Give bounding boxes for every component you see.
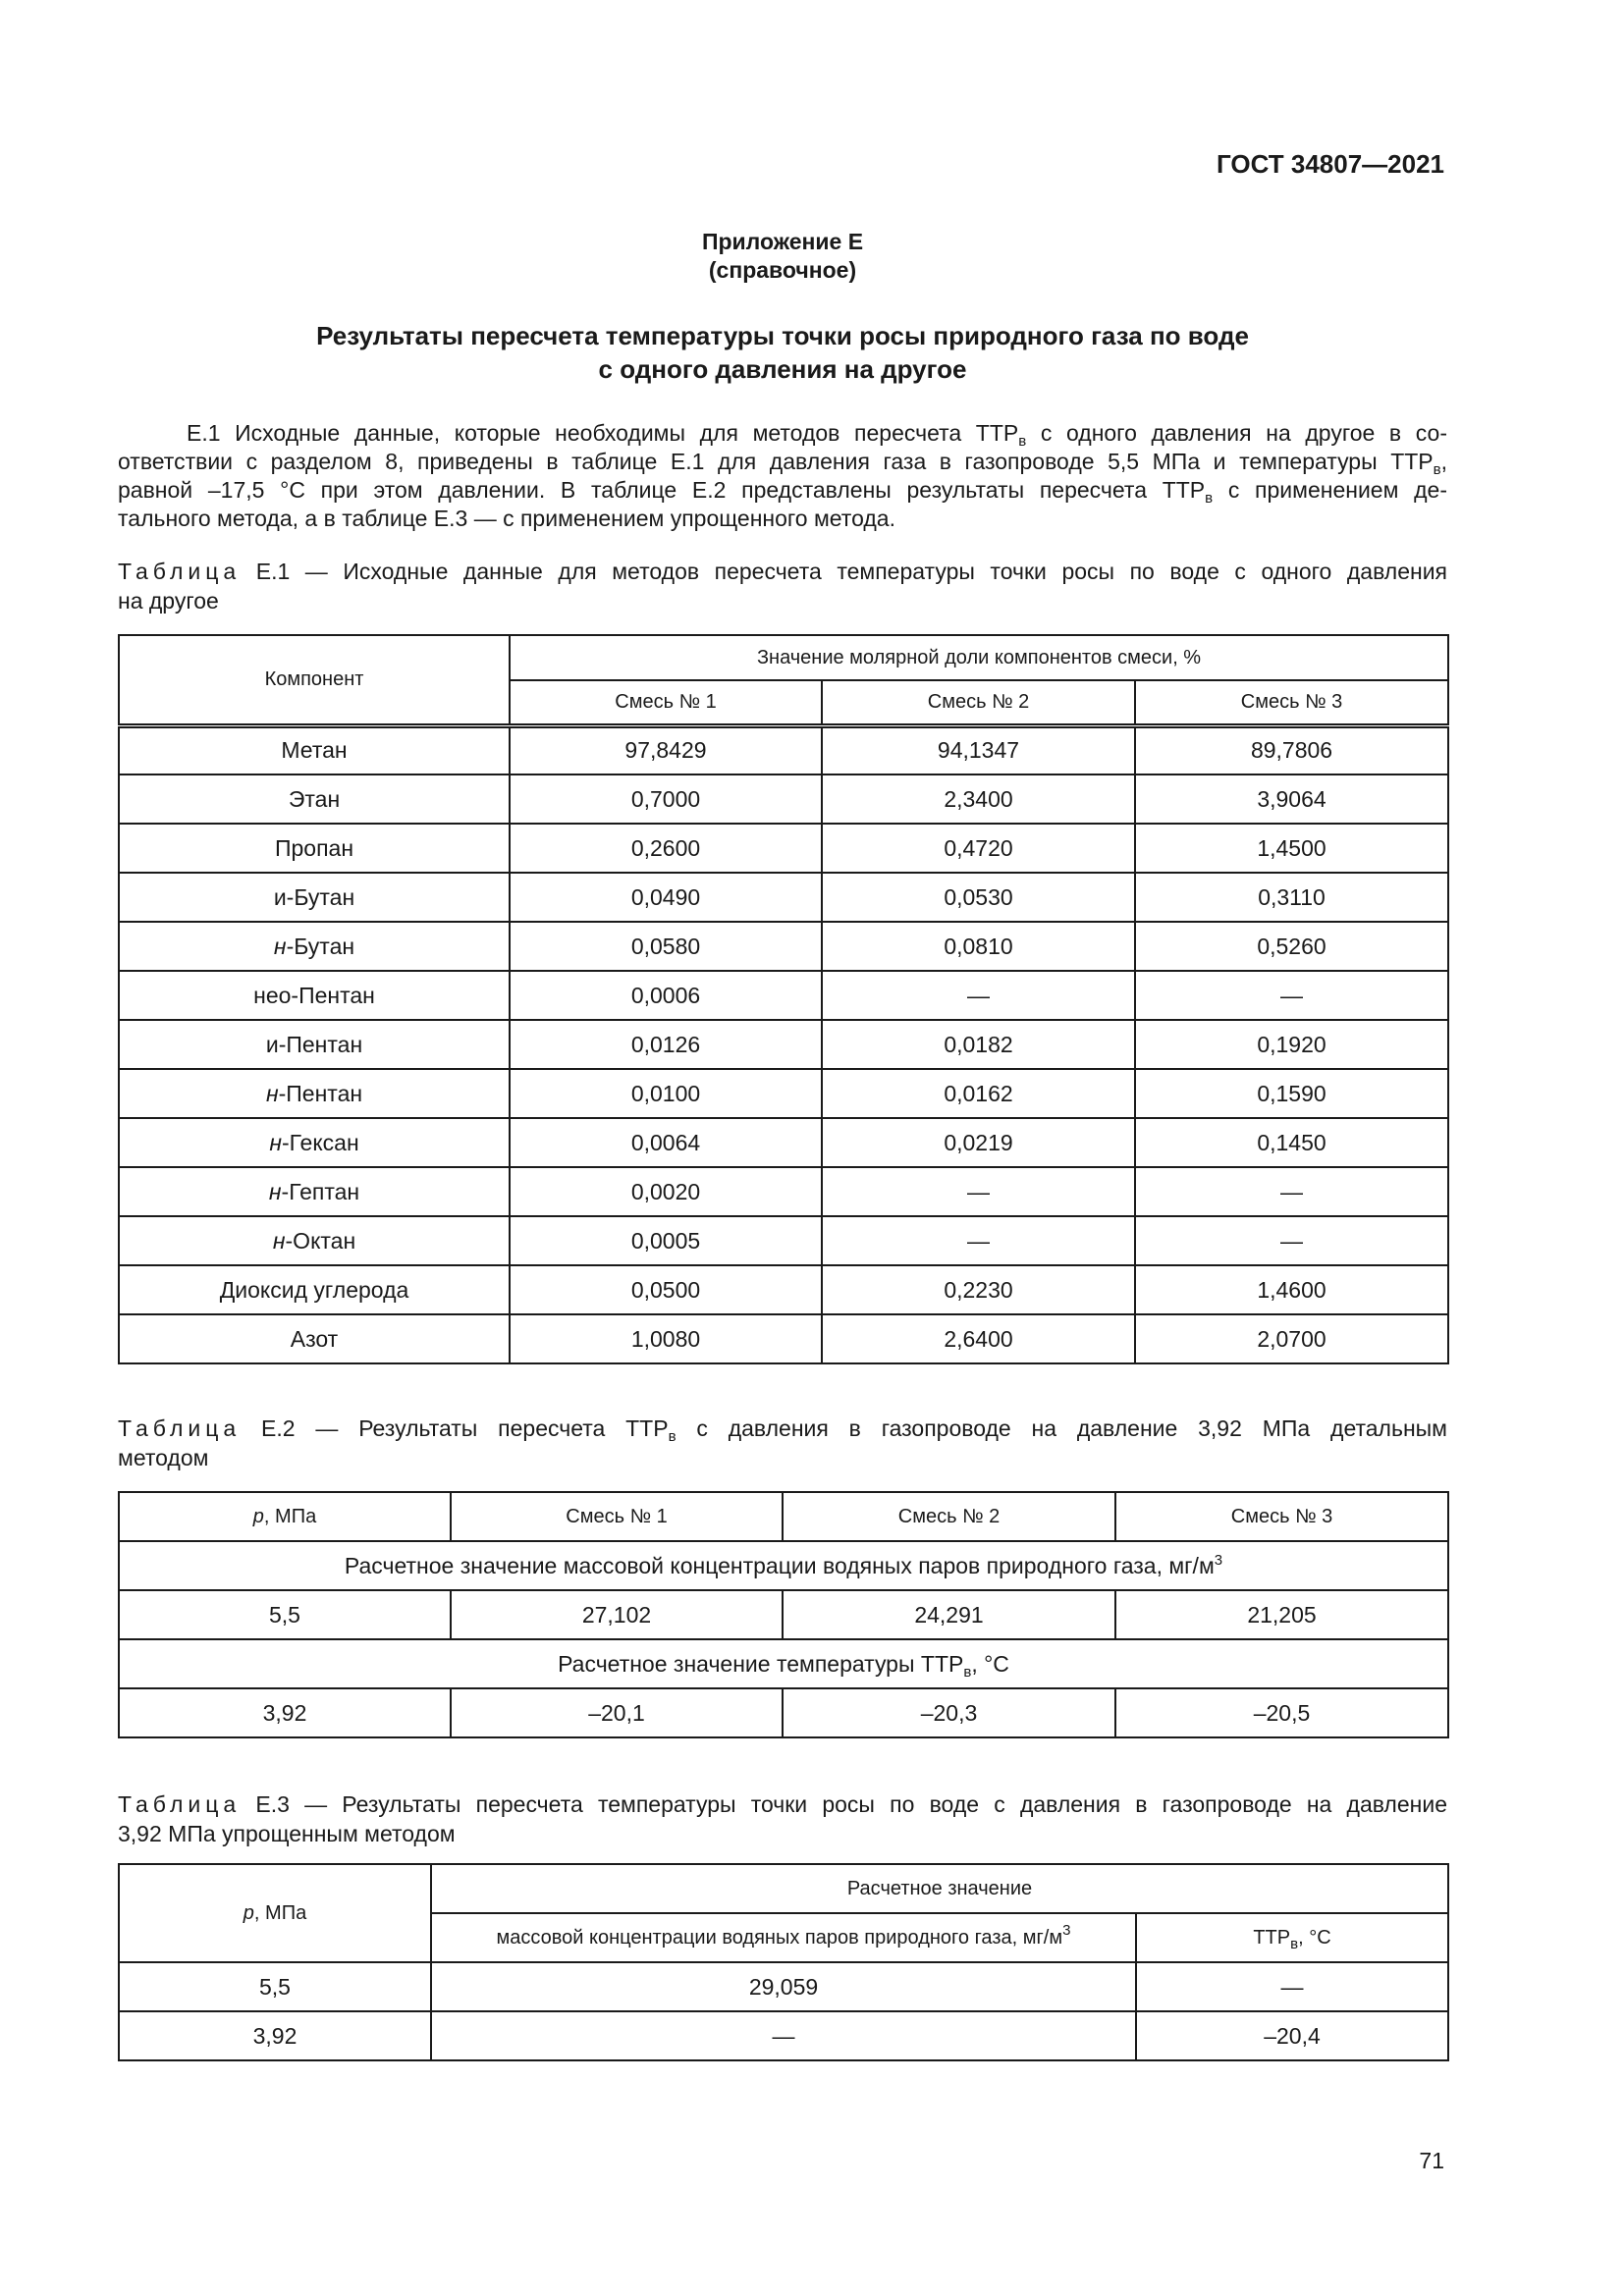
header-mix-2: Смесь № 2 bbox=[822, 680, 1135, 725]
cell: 0,2600 bbox=[510, 824, 822, 873]
table-row bbox=[119, 1590, 1448, 1639]
paragraph-line: Е.1 Исходные данные, которые необходимы для методов пересчета $ТТР_в$ с одного давления на другое в со- bbox=[187, 420, 1447, 450]
table-row bbox=[119, 1962, 1448, 2011]
table-row bbox=[119, 971, 1448, 1020]
cell: — bbox=[1135, 1167, 1448, 1216]
component-name: н-Гексан bbox=[119, 1118, 510, 1167]
component-name: Пропан bbox=[119, 824, 510, 873]
cell: 0,1450 bbox=[1135, 1118, 1448, 1167]
section-mass-concentration: Расчетное значение массовой концентрации водяных паров природного газа, $мг/м^3$ bbox=[119, 1541, 1448, 1590]
cell: 97,8429 bbox=[510, 725, 822, 774]
table-e2-caption: Таблица Е.2 — Результаты пересчета $ТТР_в$ с давления в газопроводе на давление 3,92 МПа детальным методом bbox=[118, 1415, 1447, 1470]
header-mix-2: Смесь № 2 bbox=[783, 1492, 1115, 1541]
table-header-row bbox=[119, 1492, 1448, 1541]
cell: 0,1920 bbox=[1135, 1020, 1448, 1069]
cell: –20,1 bbox=[451, 1688, 783, 1737]
cell: — bbox=[431, 2011, 1136, 2060]
cell: 1,0080 bbox=[510, 1314, 822, 1363]
cell: 0,0020 bbox=[510, 1167, 822, 1216]
intro-paragraph bbox=[118, 419, 1447, 533]
cell: — bbox=[1136, 1962, 1448, 2011]
table-section-row bbox=[119, 1639, 1448, 1688]
header-mix-1: Смесь № 1 bbox=[510, 680, 822, 725]
header-component: Компонент bbox=[119, 635, 510, 725]
cell: 2,3400 bbox=[822, 774, 1135, 824]
annex-type: (справочное) bbox=[708, 257, 857, 283]
cell: 5,5 bbox=[119, 1962, 431, 2011]
table-row bbox=[119, 922, 1448, 971]
cell: — bbox=[1135, 971, 1448, 1020]
annex-name: Приложение Е bbox=[701, 229, 864, 254]
paragraph-line: равной –17,5 °С при этом давлении. В таблице Е.2 представлены результаты пересчета $ТТР_в$ с применением де- bbox=[118, 477, 1447, 507]
header-dew-point: $ТТР_в$, °С bbox=[1136, 1913, 1448, 1962]
header-calculated-value: Расчетное значение bbox=[431, 1864, 1448, 1913]
cell: — bbox=[822, 1216, 1135, 1265]
cell: –20,4 bbox=[1136, 2011, 1448, 2060]
cell: 0,0162 bbox=[822, 1069, 1135, 1118]
table-row bbox=[119, 2011, 1448, 2060]
cell: — bbox=[822, 1167, 1135, 1216]
table-row bbox=[119, 1020, 1448, 1069]
component-name: н-Октан bbox=[119, 1216, 510, 1265]
cell: 0,7000 bbox=[510, 774, 822, 824]
component-name: Этан bbox=[119, 774, 510, 824]
cell: 24,291 bbox=[783, 1590, 1115, 1639]
table-row bbox=[119, 1265, 1448, 1314]
table-row bbox=[119, 774, 1448, 824]
title-line-1: Результаты пересчета температуры точки росы природного газа по воде bbox=[316, 321, 1249, 350]
cell: 0,0126 bbox=[510, 1020, 822, 1069]
component-name: н-Бутан bbox=[119, 922, 510, 971]
cell: 29,059 bbox=[431, 1962, 1136, 2011]
header-pressure: р, МПа bbox=[119, 1492, 451, 1541]
cell: 0,0006 bbox=[510, 971, 822, 1020]
cell: 0,0100 bbox=[510, 1069, 822, 1118]
cell: –20,3 bbox=[783, 1688, 1115, 1737]
cell: 2,0700 bbox=[1135, 1314, 1448, 1363]
table-row bbox=[119, 1314, 1448, 1363]
table-row bbox=[119, 725, 1448, 774]
component-name: н-Гептан bbox=[119, 1167, 510, 1216]
cell: 3,92 bbox=[119, 2011, 431, 2060]
section-temperature: Расчетное значение температуры $ТТР_в$, °С bbox=[119, 1639, 1448, 1688]
header-molar-fraction: Значение молярной доли компонентов смеси, % bbox=[510, 635, 1448, 680]
annex-title bbox=[118, 319, 1447, 386]
cell: 0,2230 bbox=[822, 1265, 1135, 1314]
component-name: и-Пентан bbox=[119, 1020, 510, 1069]
cell: 5,5 bbox=[119, 1590, 451, 1639]
cell: 0,0005 bbox=[510, 1216, 822, 1265]
component-name: Диоксид углерода bbox=[119, 1265, 510, 1314]
cell: 1,4500 bbox=[1135, 824, 1448, 873]
header-mix-1: Смесь № 1 bbox=[451, 1492, 783, 1541]
table-e1 bbox=[118, 634, 1449, 1364]
cell: 0,0580 bbox=[510, 922, 822, 971]
component-name: и-Бутан bbox=[119, 873, 510, 922]
cell: –20,5 bbox=[1115, 1688, 1448, 1737]
cell: 0,0530 bbox=[822, 873, 1135, 922]
paragraph-line: ответствии с разделом 8, приведены в таблице Е.1 для давления газа в газопроводе 5,5 МПа и температуры $ТТР_в$, bbox=[118, 449, 1447, 478]
component-name: Азот bbox=[119, 1314, 510, 1363]
component-name: н-Пентан bbox=[119, 1069, 510, 1118]
table-row bbox=[119, 824, 1448, 873]
cell: — bbox=[822, 971, 1135, 1020]
table-e1-caption: Таблица Е.1 — Исходные данные для методов пересчета температуры точки росы по воде с одного давления на другое bbox=[118, 559, 1447, 614]
header-mix-3: Смесь № 3 bbox=[1115, 1492, 1448, 1541]
cell: 0,4720 bbox=[822, 824, 1135, 873]
header-mix-3: Смесь № 3 bbox=[1135, 680, 1448, 725]
cell: 0,3110 bbox=[1135, 873, 1448, 922]
header-pressure: р, МПа bbox=[119, 1864, 431, 1962]
table-row bbox=[119, 1118, 1448, 1167]
cell: 89,7806 bbox=[1135, 725, 1448, 774]
cell: 27,102 bbox=[451, 1590, 783, 1639]
standard-number: ГОСТ 34807—2021 bbox=[1217, 149, 1444, 179]
table-e3 bbox=[118, 1863, 1449, 2061]
component-name: Метан bbox=[119, 725, 510, 774]
title-line-2: с одного давления на другое bbox=[598, 354, 967, 384]
table-e3-caption: Таблица Е.3 — Результаты пересчета температуры точки росы по воде с давления в газопроводе на давление 3,92 МПа упрощенным методом bbox=[118, 1791, 1447, 1846]
cell: 3,9064 bbox=[1135, 774, 1448, 824]
page-number: 71 bbox=[1419, 2148, 1444, 2173]
table-row bbox=[119, 1216, 1448, 1265]
component-name: нео-Пентан bbox=[119, 971, 510, 1020]
table-header-row bbox=[119, 1864, 1448, 1913]
table-section-row bbox=[119, 1541, 1448, 1590]
cell: 0,5260 bbox=[1135, 922, 1448, 971]
cell: 0,0219 bbox=[822, 1118, 1135, 1167]
cell: 0,0182 bbox=[822, 1020, 1135, 1069]
cell: 1,4600 bbox=[1135, 1265, 1448, 1314]
cell: 0,0810 bbox=[822, 922, 1135, 971]
table-row bbox=[119, 1688, 1448, 1737]
table-row bbox=[119, 873, 1448, 922]
cell: 0,0064 bbox=[510, 1118, 822, 1167]
cell: 2,6400 bbox=[822, 1314, 1135, 1363]
cell: 21,205 bbox=[1115, 1590, 1448, 1639]
annex-heading bbox=[118, 228, 1447, 285]
cell: 0,1590 bbox=[1135, 1069, 1448, 1118]
table-row bbox=[119, 1069, 1448, 1118]
cell: 3,92 bbox=[119, 1688, 451, 1737]
header-mass-concentration: массовой концентрации водяных паров природного газа, $мг/м^3$ bbox=[431, 1913, 1136, 1962]
paragraph-line: тального метода, а в таблице Е.3 — с применением упрощенного метода. bbox=[118, 506, 895, 531]
table-row bbox=[119, 1167, 1448, 1216]
table-e2 bbox=[118, 1491, 1449, 1738]
cell: 0,0490 bbox=[510, 873, 822, 922]
cell: — bbox=[1135, 1216, 1448, 1265]
cell: 94,1347 bbox=[822, 725, 1135, 774]
cell: 0,0500 bbox=[510, 1265, 822, 1314]
